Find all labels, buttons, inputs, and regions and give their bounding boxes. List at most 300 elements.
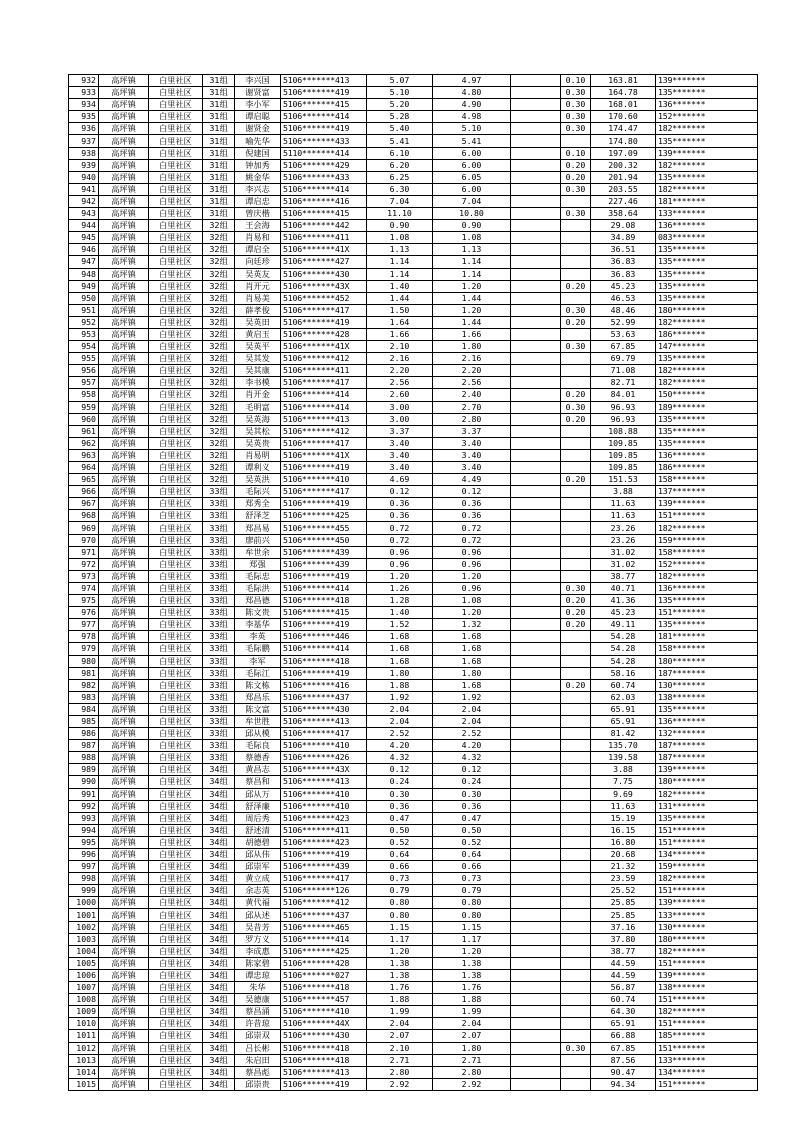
blank-cell	[511, 982, 561, 994]
id-number-cell: 5106*******41X	[281, 449, 367, 461]
row-number: 944	[69, 220, 99, 232]
blank-cell	[511, 232, 561, 244]
community-cell: 白里社区	[149, 667, 203, 679]
town-cell: 高坪镇	[99, 897, 149, 909]
id-number-cell: 5106*******430	[281, 268, 367, 280]
name-cell: 谭忠琼	[235, 969, 281, 981]
blank-cell	[511, 873, 561, 885]
area-total-cell: 1.28	[367, 595, 433, 607]
blank-cell	[511, 945, 561, 957]
id-number-cell: 5106*******41X	[281, 341, 367, 353]
amount-cell: 21.32	[591, 861, 656, 873]
row-number: 1015	[69, 1078, 99, 1090]
name-cell: 牟世余	[235, 546, 281, 558]
group-cell: 33组	[203, 752, 235, 764]
town-cell: 高坪镇	[99, 365, 149, 377]
area-net-cell: 1.20	[433, 570, 511, 582]
phone-cell: 180*******	[656, 655, 758, 667]
row-number: 980	[69, 655, 99, 667]
blank-cell	[511, 969, 561, 981]
table-body	[69, 75, 758, 1091]
name-cell: 毛际江	[235, 667, 281, 679]
name-cell: 邱从模	[235, 728, 281, 740]
area-net-cell: 1.20	[433, 945, 511, 957]
area-net-cell: 1.66	[433, 328, 511, 340]
blank-cell	[511, 715, 561, 727]
table-row	[69, 1066, 758, 1078]
phone-cell: 139*******	[656, 75, 758, 87]
phone-cell: 151*******	[656, 957, 758, 969]
amount-cell: 65.91	[591, 703, 656, 715]
group-cell: 33组	[203, 643, 235, 655]
table-row	[69, 800, 758, 812]
phone-cell: 151*******	[656, 1042, 758, 1054]
group-cell: 34组	[203, 776, 235, 788]
row-number: 963	[69, 449, 99, 461]
group-cell: 33组	[203, 522, 235, 534]
group-cell: 32组	[203, 304, 235, 316]
area-total-cell: 2.04	[367, 715, 433, 727]
community-cell: 白里社区	[149, 341, 203, 353]
area-total-cell: 3.00	[367, 413, 433, 425]
phone-cell: 135*******	[656, 244, 758, 256]
town-cell: 高坪镇	[99, 836, 149, 848]
id-number-cell: 5106*******415	[281, 208, 367, 220]
group-cell: 32组	[203, 413, 235, 425]
amount-cell: 87.56	[591, 1054, 656, 1066]
id-number-cell: 5106*******419	[281, 498, 367, 510]
town-cell: 高坪镇	[99, 776, 149, 788]
phone-cell: 182*******	[656, 316, 758, 328]
town-cell: 高坪镇	[99, 232, 149, 244]
name-cell: 邱从伟	[235, 849, 281, 861]
area-total-cell: 0.80	[367, 897, 433, 909]
amount-cell: 36.83	[591, 268, 656, 280]
amount-cell: 60.74	[591, 994, 656, 1006]
group-cell: 34组	[203, 849, 235, 861]
town-cell: 高坪镇	[99, 328, 149, 340]
area-net-cell: 1.14	[433, 256, 511, 268]
area-diff-cell: 0.30	[561, 1042, 591, 1054]
amount-cell: 66.88	[591, 1030, 656, 1042]
blank-cell	[511, 1018, 561, 1030]
row-number: 948	[69, 268, 99, 280]
blank-cell	[511, 522, 561, 534]
area-diff-cell	[561, 425, 591, 437]
amount-cell: 23.59	[591, 873, 656, 885]
row-number: 957	[69, 377, 99, 389]
area-total-cell: 0.79	[367, 885, 433, 897]
town-cell: 高坪镇	[99, 679, 149, 691]
community-cell: 白里社区	[149, 582, 203, 594]
area-net-cell: 1.68	[433, 643, 511, 655]
phone-cell: 182*******	[656, 788, 758, 800]
id-number-cell: 5106*******411	[281, 824, 367, 836]
area-net-cell: 0.12	[433, 486, 511, 498]
area-total-cell: 4.69	[367, 474, 433, 486]
amount-cell: 53.63	[591, 328, 656, 340]
blank-cell	[511, 75, 561, 87]
community-cell: 白里社区	[149, 764, 203, 776]
community-cell: 白里社区	[149, 413, 203, 425]
id-number-cell: 5106*******455	[281, 522, 367, 534]
area-total-cell: 4.32	[367, 752, 433, 764]
id-number-cell: 5106*******416	[281, 679, 367, 691]
area-total-cell: 1.14	[367, 256, 433, 268]
row-number: 1006	[69, 969, 99, 981]
row-number: 955	[69, 353, 99, 365]
row-number: 994	[69, 824, 99, 836]
town-cell: 高坪镇	[99, 994, 149, 1006]
row-number: 953	[69, 328, 99, 340]
area-net-cell: 1.08	[433, 232, 511, 244]
row-number: 962	[69, 437, 99, 449]
phone-cell: 135*******	[656, 280, 758, 292]
row-number: 977	[69, 619, 99, 631]
table-row	[69, 764, 758, 776]
town-cell: 高坪镇	[99, 1078, 149, 1090]
row-number: 1005	[69, 957, 99, 969]
area-diff-cell	[561, 957, 591, 969]
blank-cell	[511, 909, 561, 921]
amount-cell: 65.91	[591, 715, 656, 727]
table-row	[69, 413, 758, 425]
amount-cell: 82.71	[591, 377, 656, 389]
name-cell: 吴英平	[235, 341, 281, 353]
name-cell: 郑昌乐	[235, 691, 281, 703]
name-cell: 李书模	[235, 377, 281, 389]
name-cell: 邱从述	[235, 909, 281, 921]
id-number-cell: 5106*******411	[281, 232, 367, 244]
id-number-cell: 5106*******415	[281, 99, 367, 111]
name-cell: 郑昌易	[235, 522, 281, 534]
town-cell: 高坪镇	[99, 945, 149, 957]
amount-cell: 108.88	[591, 425, 656, 437]
community-cell: 白里社区	[149, 861, 203, 873]
area-net-cell: 2.56	[433, 377, 511, 389]
group-cell: 34组	[203, 969, 235, 981]
table-row	[69, 812, 758, 824]
community-cell: 白里社区	[149, 1042, 203, 1054]
community-cell: 白里社区	[149, 1006, 203, 1018]
town-cell: 高坪镇	[99, 195, 149, 207]
name-cell: 陈文栋	[235, 679, 281, 691]
table-row	[69, 195, 758, 207]
community-cell: 白里社区	[149, 836, 203, 848]
community-cell: 白里社区	[149, 873, 203, 885]
phone-cell: 136*******	[656, 449, 758, 461]
area-total-cell: 1.80	[367, 667, 433, 679]
name-cell: 谭启全	[235, 244, 281, 256]
row-number: 1008	[69, 994, 99, 1006]
town-cell: 高坪镇	[99, 788, 149, 800]
row-number: 1001	[69, 909, 99, 921]
group-cell: 33组	[203, 715, 235, 727]
area-net-cell: 2.40	[433, 389, 511, 401]
town-cell: 高坪镇	[99, 558, 149, 570]
group-cell: 33组	[203, 486, 235, 498]
town-cell: 高坪镇	[99, 159, 149, 171]
phone-cell: 130*******	[656, 921, 758, 933]
area-diff-cell: 0.20	[561, 474, 591, 486]
id-number-cell: 5106*******417	[281, 873, 367, 885]
group-cell: 34组	[203, 885, 235, 897]
area-diff-cell	[561, 969, 591, 981]
group-cell: 32组	[203, 462, 235, 474]
area-net-cell: 2.16	[433, 353, 511, 365]
row-number: 945	[69, 232, 99, 244]
table-row	[69, 631, 758, 643]
amount-cell: 67.85	[591, 341, 656, 353]
blank-cell	[511, 377, 561, 389]
id-number-cell: 5106*******415	[281, 607, 367, 619]
group-cell: 34组	[203, 1042, 235, 1054]
area-net-cell: 0.79	[433, 885, 511, 897]
area-total-cell: 1.88	[367, 679, 433, 691]
id-number-cell: 5106*******414	[281, 183, 367, 195]
area-total-cell: 1.20	[367, 570, 433, 582]
area-diff-cell	[561, 861, 591, 873]
amount-cell: 69.79	[591, 353, 656, 365]
table-row	[69, 183, 758, 195]
id-number-cell: 5106*******413	[281, 1066, 367, 1078]
id-number-cell: 5106*******428	[281, 328, 367, 340]
area-net-cell: 1.17	[433, 933, 511, 945]
row-number: 984	[69, 703, 99, 715]
blank-cell	[511, 546, 561, 558]
community-cell: 白里社区	[149, 945, 203, 957]
town-cell: 高坪镇	[99, 570, 149, 582]
area-diff-cell	[561, 195, 591, 207]
table-row	[69, 1030, 758, 1042]
amount-cell: 36.51	[591, 244, 656, 256]
phone-cell: 139*******	[656, 897, 758, 909]
group-cell: 32组	[203, 280, 235, 292]
area-net-cell: 1.20	[433, 280, 511, 292]
group-cell: 34组	[203, 764, 235, 776]
table-row	[69, 462, 758, 474]
town-cell: 高坪镇	[99, 764, 149, 776]
phone-cell: 181*******	[656, 631, 758, 643]
id-number-cell: 5106*******43X	[281, 764, 367, 776]
area-net-cell: 2.80	[433, 413, 511, 425]
table-row	[69, 328, 758, 340]
row-number: 965	[69, 474, 99, 486]
amount-cell: 16.80	[591, 836, 656, 848]
community-cell: 白里社区	[149, 304, 203, 316]
community-cell: 白里社区	[149, 486, 203, 498]
area-net-cell: 0.12	[433, 764, 511, 776]
id-number-cell: 5106*******418	[281, 982, 367, 994]
community-cell: 白里社区	[149, 1018, 203, 1030]
area-net-cell: 2.04	[433, 703, 511, 715]
town-cell: 高坪镇	[99, 1054, 149, 1066]
id-number-cell: 5106*******417	[281, 486, 367, 498]
town-cell: 高坪镇	[99, 425, 149, 437]
id-number-cell: 5106*******425	[281, 510, 367, 522]
town-cell: 高坪镇	[99, 812, 149, 824]
blank-cell	[511, 195, 561, 207]
area-diff-cell: 0.20	[561, 171, 591, 183]
row-number: 1003	[69, 933, 99, 945]
amount-cell: 60.74	[591, 679, 656, 691]
blank-cell	[511, 328, 561, 340]
town-cell: 高坪镇	[99, 667, 149, 679]
town-cell: 高坪镇	[99, 982, 149, 994]
blank-cell	[511, 401, 561, 413]
area-net-cell: 2.52	[433, 728, 511, 740]
area-diff-cell	[561, 449, 591, 461]
community-cell: 白里社区	[149, 244, 203, 256]
phone-cell: 135*******	[656, 619, 758, 631]
name-cell: 李兴志	[235, 183, 281, 195]
table-row	[69, 570, 758, 582]
blank-cell	[511, 1030, 561, 1042]
blank-cell	[511, 740, 561, 752]
blank-cell	[511, 123, 561, 135]
table-row	[69, 703, 758, 715]
table-row	[69, 619, 758, 631]
amount-cell: 34.89	[591, 232, 656, 244]
area-total-cell: 1.17	[367, 933, 433, 945]
blank-cell	[511, 1006, 561, 1018]
phone-cell: 131*******	[656, 800, 758, 812]
community-cell: 白里社区	[149, 208, 203, 220]
phone-cell: 159*******	[656, 534, 758, 546]
name-cell: 曾庆楷	[235, 208, 281, 220]
id-number-cell: 5106*******419	[281, 619, 367, 631]
name-cell: 肖开元	[235, 280, 281, 292]
id-number-cell: 5106*******412	[281, 353, 367, 365]
blank-cell	[511, 474, 561, 486]
blank-cell	[511, 413, 561, 425]
phone-cell: 135*******	[656, 413, 758, 425]
id-number-cell: 5106*******412	[281, 897, 367, 909]
id-number-cell: 5106*******430	[281, 703, 367, 715]
blank-cell	[511, 570, 561, 582]
group-cell: 32组	[203, 377, 235, 389]
area-diff-cell: 0.30	[561, 99, 591, 111]
amount-cell: 58.16	[591, 667, 656, 679]
phone-cell: 182*******	[656, 377, 758, 389]
name-cell: 郑秀全	[235, 498, 281, 510]
amount-cell: 29.08	[591, 220, 656, 232]
table-row	[69, 582, 758, 594]
area-diff-cell: 0.30	[561, 304, 591, 316]
phone-cell: 158*******	[656, 643, 758, 655]
area-diff-cell: 0.30	[561, 341, 591, 353]
row-number: 937	[69, 135, 99, 147]
blank-cell	[511, 897, 561, 909]
table-row	[69, 836, 758, 848]
name-cell: 吴其发	[235, 353, 281, 365]
area-net-cell: 4.32	[433, 752, 511, 764]
row-number: 940	[69, 171, 99, 183]
town-cell: 高坪镇	[99, 607, 149, 619]
table-row	[69, 123, 758, 135]
group-cell: 32组	[203, 256, 235, 268]
phone-cell: 135*******	[656, 171, 758, 183]
town-cell: 高坪镇	[99, 1042, 149, 1054]
blank-cell	[511, 1066, 561, 1078]
area-diff-cell	[561, 740, 591, 752]
id-number-cell: 5106*******417	[281, 377, 367, 389]
id-number-cell: 5106*******423	[281, 836, 367, 848]
area-total-cell: 2.71	[367, 1054, 433, 1066]
id-number-cell: 5106*******414	[281, 111, 367, 123]
id-number-cell: 5106*******126	[281, 885, 367, 897]
area-total-cell: 0.96	[367, 546, 433, 558]
phone-cell: 135*******	[656, 812, 758, 824]
area-total-cell: 2.04	[367, 1018, 433, 1030]
amount-cell: 48.46	[591, 304, 656, 316]
name-cell: 黄代福	[235, 897, 281, 909]
community-cell: 白里社区	[149, 982, 203, 994]
town-cell: 高坪镇	[99, 800, 149, 812]
blank-cell	[511, 159, 561, 171]
area-diff-cell	[561, 667, 591, 679]
table-row	[69, 776, 758, 788]
area-net-cell: 1.68	[433, 631, 511, 643]
name-cell: 周后秀	[235, 812, 281, 824]
area-total-cell: 2.10	[367, 1042, 433, 1054]
area-diff-cell	[561, 643, 591, 655]
town-cell: 高坪镇	[99, 389, 149, 401]
id-number-cell: 5106*******437	[281, 691, 367, 703]
blank-cell	[511, 752, 561, 764]
area-diff-cell: 0.30	[561, 582, 591, 594]
group-cell: 33组	[203, 703, 235, 715]
table-row	[69, 449, 758, 461]
table-row	[69, 546, 758, 558]
town-cell: 高坪镇	[99, 353, 149, 365]
community-cell: 白里社区	[149, 703, 203, 715]
name-cell: 罗方义	[235, 933, 281, 945]
area-total-cell: 2.52	[367, 728, 433, 740]
row-number: 976	[69, 607, 99, 619]
group-cell: 33组	[203, 679, 235, 691]
row-number: 935	[69, 111, 99, 123]
amount-cell: 139.58	[591, 752, 656, 764]
amount-cell: 163.81	[591, 75, 656, 87]
area-total-cell: 6.30	[367, 183, 433, 195]
community-cell: 白里社区	[149, 595, 203, 607]
group-cell: 32组	[203, 425, 235, 437]
group-cell: 31组	[203, 123, 235, 135]
area-total-cell: 3.40	[367, 449, 433, 461]
area-total-cell: 0.50	[367, 824, 433, 836]
table-row	[69, 994, 758, 1006]
area-total-cell: 0.96	[367, 558, 433, 570]
name-cell: 邱崇贵	[235, 1078, 281, 1090]
row-number: 1000	[69, 897, 99, 909]
group-cell: 34组	[203, 873, 235, 885]
area-net-cell: 1.80	[433, 341, 511, 353]
town-cell: 高坪镇	[99, 534, 149, 546]
area-diff-cell	[561, 268, 591, 280]
amount-cell: 44.59	[591, 969, 656, 981]
row-number: 982	[69, 679, 99, 691]
amount-cell: 11.63	[591, 800, 656, 812]
amount-cell: 109.85	[591, 462, 656, 474]
blank-cell	[511, 1042, 561, 1054]
phone-cell: 130*******	[656, 679, 758, 691]
phone-cell: 182*******	[656, 570, 758, 582]
amount-cell: 54.28	[591, 655, 656, 667]
table-row	[69, 256, 758, 268]
area-net-cell: 2.04	[433, 1018, 511, 1030]
amount-cell: 25.85	[591, 897, 656, 909]
